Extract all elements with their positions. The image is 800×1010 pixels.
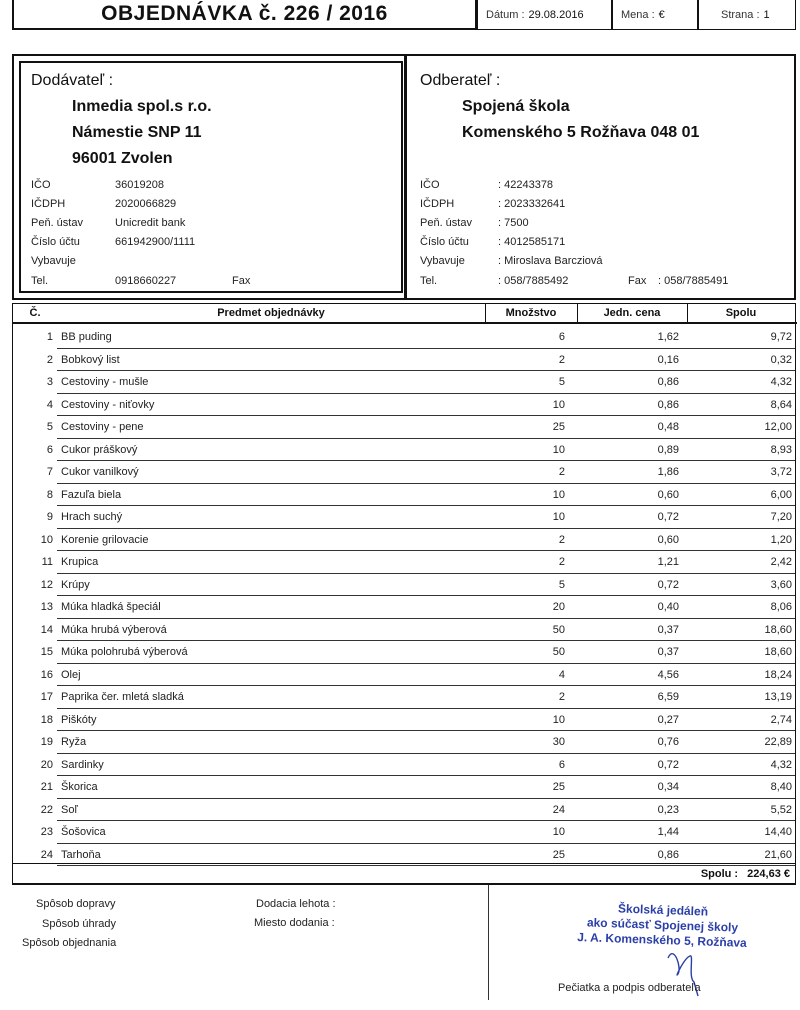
date-label: Dátum : — [486, 8, 525, 21]
row-quantity: 2 — [558, 691, 565, 703]
row-unit-price: 1,62 — [657, 331, 679, 343]
supplier-field-label: Peň. ústav — [31, 217, 83, 229]
table-row — [13, 326, 797, 349]
table-row — [13, 641, 797, 664]
row-total: 1,20 — [770, 533, 792, 546]
row-total: 2,74 — [770, 713, 792, 726]
row-quantity: 5 — [558, 578, 565, 591]
row-item-name: Múka polohrubá výberová — [61, 646, 188, 658]
document-title: OBJEDNÁVKA č. 226 / 2016 — [12, 0, 477, 30]
row-unit-price: 0,86 — [657, 398, 679, 411]
row-total: 9,72 — [770, 331, 792, 343]
delivery-place-label: Miesto dodania : — [254, 917, 335, 929]
row-number: 5 — [46, 421, 53, 433]
row-unit-price: 0,72 — [657, 578, 679, 591]
row-total: 21,60 — [764, 848, 792, 861]
customer-fax-value: : 058/7885491 — [658, 275, 729, 287]
customer-heading: Odberateľ : — [420, 72, 501, 89]
row-item-name: Múka hrubá výberová — [61, 623, 167, 636]
payment-label: Spôsob úhrady — [42, 918, 116, 930]
row-item-name: Korenie grilovacie — [61, 533, 149, 546]
row-number: 23 — [40, 826, 53, 838]
row-quantity: 10 — [552, 511, 565, 523]
order-items-table — [12, 303, 796, 885]
row-item-name: Cukor práškový — [61, 443, 138, 456]
row-unit-price: 0,86 — [657, 376, 679, 388]
currency-label: Mena : — [621, 8, 655, 21]
row-number: 11 — [41, 556, 53, 568]
row-total: 12,00 — [764, 421, 792, 433]
row-total: 18,24 — [764, 668, 792, 681]
supplier-field-label: IČDPH — [31, 198, 66, 210]
supplier-field-label: IČO — [31, 179, 51, 191]
row-number: 6 — [46, 443, 53, 456]
row-total: 22,89 — [764, 736, 792, 748]
row-quantity: 10 — [552, 826, 565, 838]
row-quantity: 6 — [558, 331, 565, 343]
date-box — [477, 0, 612, 30]
row-item-name: Cestoviny - pene — [61, 421, 144, 433]
row-item-name: Tarhoňa — [61, 848, 101, 861]
row-number: 24 — [40, 848, 53, 861]
row-unit-price: 0,37 — [657, 623, 679, 636]
row-item-name: BB puding — [61, 331, 112, 343]
customer-field-label: Peň. ústav — [420, 217, 472, 229]
row-quantity: 5 — [558, 376, 565, 388]
row-total: 18,60 — [764, 646, 792, 658]
parties-divider — [404, 56, 407, 300]
customer-field-label: Vybavuje — [420, 255, 465, 267]
table-row — [13, 709, 797, 732]
stamp-caption: Pečiatka a podpis odberateľa — [558, 982, 701, 994]
row-unit-price: 0,37 — [657, 646, 679, 658]
header-divider — [577, 304, 578, 322]
row-unit-price: 0,60 — [657, 488, 679, 501]
customer-fax-label: Fax — [628, 275, 647, 287]
row-item-name: Soľ — [61, 803, 78, 816]
supplier-tel-label: Tel. — [31, 275, 49, 287]
supplier-street: Námestie SNP 11 — [72, 124, 202, 141]
supplier-field-value: 2020066829 — [115, 198, 177, 210]
customer-field-label: IČDPH — [420, 198, 455, 210]
row-quantity: 25 — [552, 421, 565, 433]
row-unit-price: 0,89 — [657, 443, 679, 456]
table-row — [13, 776, 797, 799]
row-quantity: 2 — [558, 533, 565, 546]
row-item-name: Krupica — [61, 556, 99, 568]
stamp-line: ako súčasť Spojenej školy — [586, 915, 739, 935]
row-unit-price: 0,40 — [657, 601, 679, 613]
row-quantity: 2 — [558, 556, 565, 568]
supplier-field-value: 661942900/1111 — [115, 236, 196, 248]
row-total: 7,20 — [770, 511, 792, 523]
row-unit-price: 0,76 — [657, 736, 679, 748]
column-header-item: Predmet objednávky — [217, 307, 325, 319]
supplier-field-value: Unicredit bank — [115, 217, 186, 229]
row-unit-price: 0,16 — [657, 353, 679, 366]
row-number: 18 — [40, 713, 53, 726]
page-box — [698, 0, 796, 30]
row-item-name: Ryža — [61, 736, 87, 748]
customer-field-value: : 7500 — [498, 217, 529, 229]
row-item-name: Fazuľa biela — [61, 488, 122, 501]
row-item-name: Sardinky — [61, 758, 104, 771]
row-number: 19 — [40, 736, 53, 748]
row-number: 15 — [40, 646, 53, 658]
table-row — [13, 574, 797, 597]
row-unit-price: 0,72 — [657, 511, 679, 523]
row-total: 3,60 — [770, 578, 792, 591]
row-quantity: 2 — [558, 353, 565, 366]
parties-section — [12, 54, 796, 300]
row-total: 8,06 — [770, 601, 792, 613]
customer-tel-value: : 058/7885492 — [498, 275, 569, 287]
column-header-number: Č. — [29, 307, 41, 319]
customer-name: Spojená škola — [462, 98, 570, 115]
row-unit-price: 0,23 — [657, 803, 679, 816]
row-number: 16 — [40, 668, 53, 681]
row-unit-price: 6,59 — [657, 691, 679, 703]
table-row — [13, 619, 797, 642]
table-row — [13, 731, 797, 754]
row-item-name: Bobkový list — [61, 353, 120, 366]
table-row — [13, 799, 797, 822]
total-row — [12, 863, 796, 885]
header-divider — [687, 304, 688, 322]
row-quantity: 20 — [552, 601, 565, 613]
row-number: 7 — [46, 466, 53, 478]
row-quantity: 50 — [552, 623, 565, 636]
table-row — [13, 754, 797, 777]
table-row — [13, 506, 797, 529]
supplier-field-value: 36019208 — [115, 179, 164, 191]
table-row — [13, 484, 797, 507]
row-total: 8,64 — [770, 398, 792, 411]
row-quantity: 25 — [552, 781, 565, 793]
total-label: Spolu : — [700, 868, 739, 880]
column-header-total: Spolu — [725, 307, 757, 319]
row-number: 10 — [40, 533, 53, 546]
row-item-name: Piškóty — [61, 713, 97, 726]
row-number: 4 — [46, 398, 53, 411]
row-quantity: 6 — [558, 758, 565, 771]
row-quantity: 25 — [552, 848, 565, 861]
row-quantity: 24 — [552, 803, 565, 816]
order-total — [701, 868, 790, 880]
stamp-line: J. A. Komenského 5, Rožňava — [576, 930, 747, 950]
row-total: 0,32 — [770, 353, 792, 366]
row-item-name: Hrach suchý — [61, 511, 123, 523]
page-label: Strana : — [721, 8, 760, 21]
header-divider — [485, 304, 486, 322]
row-item-name: Cestoviny - niťovky — [61, 398, 155, 411]
stamp-line: Školská jedáleň — [617, 901, 709, 919]
table-row — [13, 686, 797, 709]
order-method-label: Spôsob objednania — [22, 937, 117, 949]
row-item-name: Škorica — [61, 781, 98, 793]
customer-field-value: : 2023332641 — [498, 198, 566, 210]
row-unit-price: 1,21 — [657, 556, 679, 568]
customer-address: Komenského 5 Rožňava 048 01 — [462, 124, 700, 141]
row-number: 12 — [40, 578, 53, 591]
customer-field-label: IČO — [420, 179, 440, 191]
row-unit-price: 0,86 — [657, 848, 679, 861]
row-item-name: Cestoviny - mušle — [61, 376, 149, 388]
footer-divider — [488, 885, 489, 1000]
row-unit-price: 0,34 — [657, 781, 679, 793]
table-row — [13, 461, 797, 484]
row-item-name: Šošovica — [61, 826, 106, 838]
row-number: 1 — [46, 331, 53, 343]
total-value: 224,63 € — [747, 868, 790, 880]
row-unit-price: 0,60 — [657, 533, 679, 546]
table-header — [13, 304, 797, 324]
row-quantity: 4 — [558, 668, 565, 681]
row-total: 4,32 — [770, 758, 792, 771]
currency-box — [612, 0, 698, 30]
row-item-name: Cukor vanilkový — [61, 466, 139, 478]
row-quantity: 10 — [552, 398, 565, 411]
supplier-box — [19, 61, 403, 293]
table-row — [13, 529, 797, 552]
row-total: 5,52 — [770, 803, 792, 816]
date-value: 29.08.2016 — [528, 8, 584, 21]
row-total: 8,93 — [770, 443, 792, 456]
supplier-name: Inmedia spol.s r.o. — [72, 98, 212, 115]
table-row — [13, 371, 797, 394]
row-item-name: Paprika čer. mletá sladká — [61, 691, 184, 703]
row-number: 3 — [46, 376, 53, 388]
row-quantity: 30 — [552, 736, 565, 748]
row-total: 8,40 — [770, 781, 792, 793]
row-unit-price: 0,27 — [657, 713, 679, 726]
row-total: 14,40 — [764, 826, 792, 838]
row-quantity: 2 — [558, 466, 565, 478]
delivery-time-label: Dodacia lehota : — [256, 898, 336, 910]
table-row — [13, 349, 797, 372]
row-quantity: 10 — [552, 713, 565, 726]
row-quantity: 10 — [552, 488, 565, 501]
row-total: 13,19 — [764, 691, 792, 703]
row-unit-price: 0,72 — [657, 758, 679, 771]
row-item-name: Krúpy — [61, 578, 90, 591]
row-quantity: 10 — [552, 443, 565, 456]
supplier-heading: Dodávateľ : — [31, 72, 114, 89]
customer-field-value: : 4012585171 — [498, 236, 566, 248]
column-header-unit-price: Jedn. cena — [603, 307, 661, 319]
table-row — [13, 596, 797, 619]
supplier-fax-label: Fax — [232, 275, 251, 287]
row-unit-price: 4,56 — [657, 668, 679, 681]
row-number: 22 — [40, 803, 53, 816]
row-item-name: Olej — [61, 668, 81, 681]
table-row — [13, 416, 797, 439]
table-row — [13, 664, 797, 687]
supplier-tel-value: 0918660227 — [115, 275, 177, 287]
customer-field-label: Číslo účtu — [420, 236, 469, 248]
page-value: 1 — [763, 8, 770, 21]
supplier-field-label: Číslo účtu — [31, 236, 80, 248]
supplier-city: 96001 Zvolen — [72, 150, 173, 167]
row-total: 4,32 — [770, 376, 792, 388]
row-total: 3,72 — [770, 466, 792, 478]
row-unit-price: 0,48 — [657, 421, 679, 433]
row-quantity: 50 — [552, 646, 565, 658]
row-total: 2,42 — [770, 556, 792, 568]
customer-tel-label: Tel. — [420, 275, 438, 287]
row-number: 21 — [40, 781, 53, 793]
row-number: 2 — [46, 353, 53, 366]
row-unit-price: 1,86 — [657, 466, 679, 478]
row-number: 8 — [46, 488, 53, 501]
row-unit-price: 1,44 — [657, 826, 679, 838]
row-number: 13 — [40, 601, 53, 613]
currency-value: € — [658, 8, 665, 21]
row-total: 6,00 — [770, 488, 792, 501]
row-number: 9 — [46, 511, 53, 523]
row-total: 18,60 — [764, 623, 792, 636]
customer-field-value: : Miroslava Barcziová — [498, 255, 603, 267]
row-number: 14 — [40, 623, 53, 636]
customer-field-value: : 42243378 — [498, 179, 554, 191]
column-header-quantity: Množstvo — [505, 307, 557, 319]
row-number: 20 — [40, 758, 53, 771]
table-row — [13, 394, 797, 417]
table-row — [13, 439, 797, 462]
supplier-field-label: Vybavuje — [31, 255, 76, 267]
row-item-name: Múka hladká špeciál — [61, 601, 161, 613]
table-row — [13, 551, 797, 574]
table-row — [13, 821, 797, 844]
row-number: 17 — [40, 691, 53, 703]
transport-label: Spôsob dopravy — [36, 898, 116, 910]
